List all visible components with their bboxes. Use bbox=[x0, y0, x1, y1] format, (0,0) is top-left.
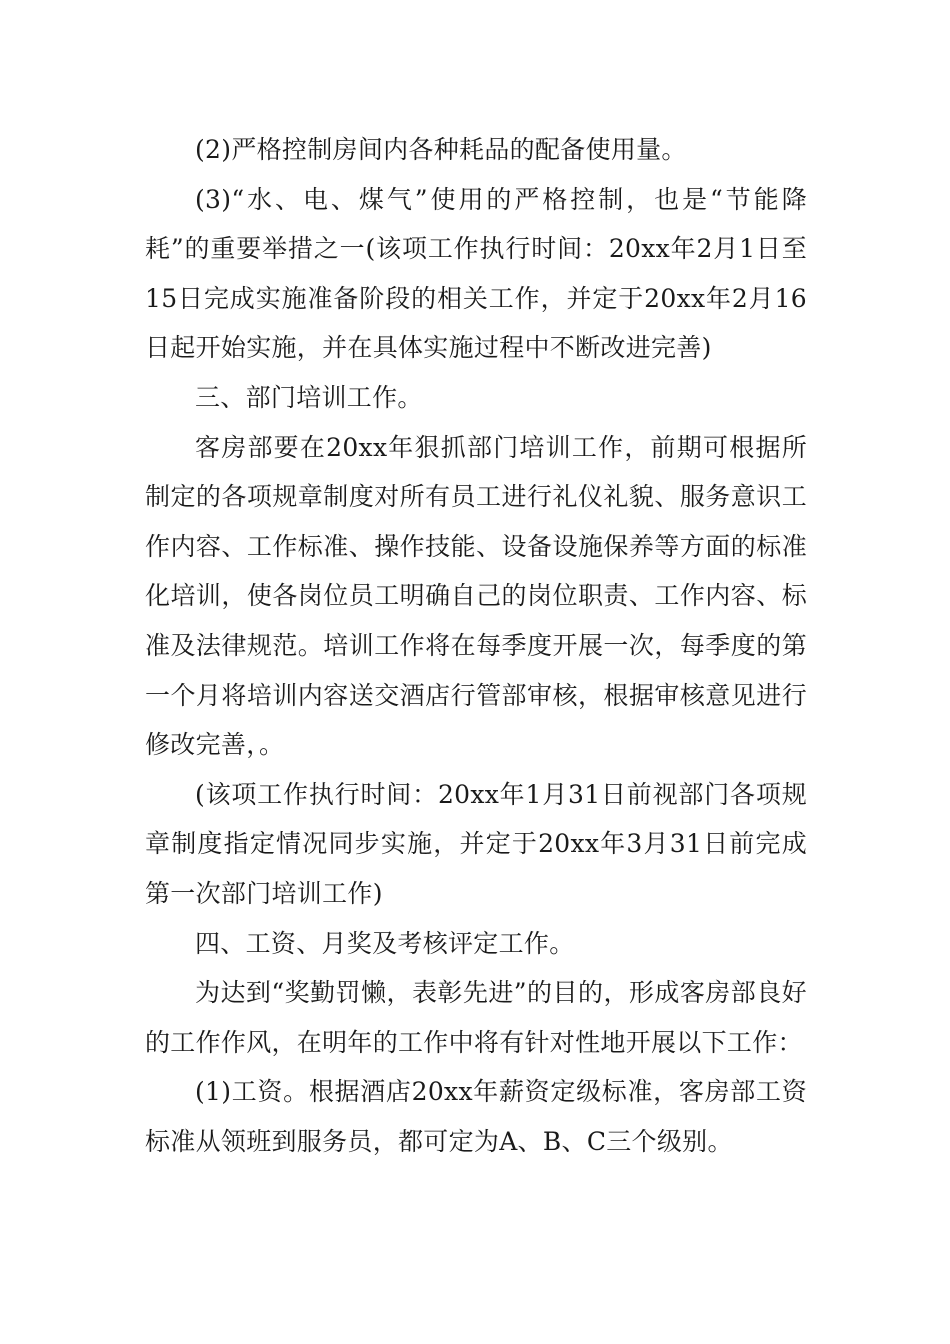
section-heading-training: 三、部门培训工作。 bbox=[195, 382, 423, 412]
paragraph-training-schedule: (该项工作执行时间：20xx年1月31日前视部门各项规章制度指定情况同步实施，并定于20xx年3月31日前完成第一次部门培训工作) bbox=[145, 779, 807, 908]
section-heading-wages: 四、工资、月奖及考核评定工作。 bbox=[195, 928, 575, 958]
paragraph-utilities-control: (3)“水、电、煤气”使用的严格控制，也是“节能降耗”的重要举措之一(该项工作执行时间：20xx年2月1日至15日完成实施准备阶段的相关工作，并定于20xx年2月16日起开始实施，并在具体实施过程中不断改进完善) bbox=[145, 184, 807, 363]
paragraph-training-plan: 客房部要在20xx年狠抓部门培训工作，前期可根据所制定的各项规章制度对所有员工进行礼仪礼貌、服务意识工作内容、工作标准、操作技能、设备设施保养等方面的标准化培训，使各岗位员工明确自己的岗位职责、工作内容、标准及法律规范。培训工作将在每季度开展一次，每季度的第一个月将培训内容送交酒店行管部审核，根据审核意见进行修改完善，。 bbox=[145, 432, 807, 760]
paragraph-wages-levels: (1)工资。根据酒店20xx年薪资定级标准，客房部工资标准从领班到服务员，都可定为A、B、C三个级别。 bbox=[145, 1077, 807, 1156]
document-body bbox=[145, 125, 807, 1166]
paragraph-consumables-control: (2)严格控制房间内各种耗品的配备使用量。 bbox=[195, 135, 687, 164]
paragraph-wages-goal: 为达到“奖勤罚懒，表彰先进”的目的，形成客房部良好的工作作风，在明年的工作中将有针对性地开展以下工作： bbox=[145, 978, 807, 1057]
